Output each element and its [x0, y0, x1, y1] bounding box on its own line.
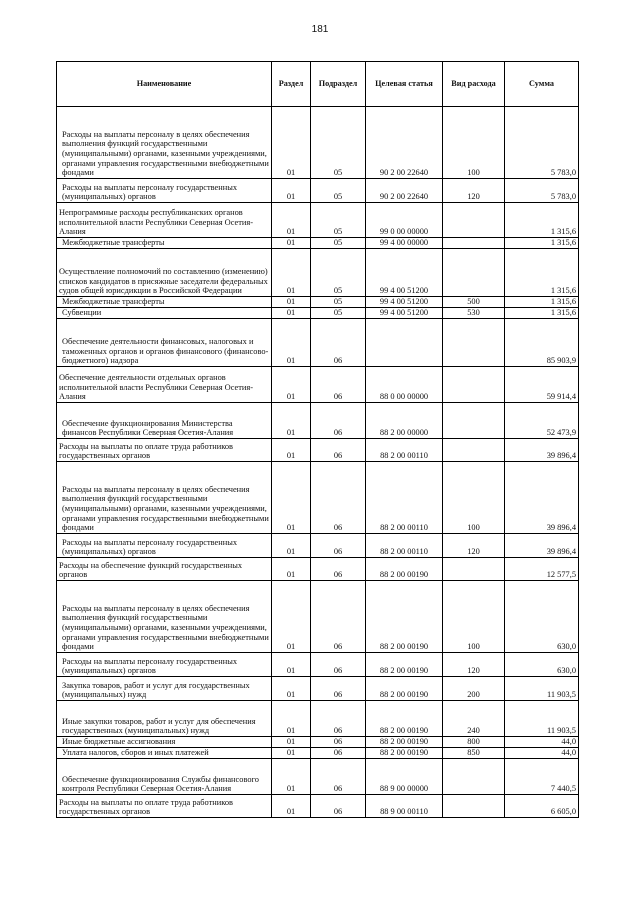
row-target: 99 4 00 51200: [366, 297, 443, 308]
row-name: Субвенции: [57, 308, 272, 319]
row-section: 01: [272, 653, 311, 677]
row-target: 88 9 00 00000: [366, 759, 443, 795]
row-name: Обеспечение деятельности финансовых, налоговых и таможенных органов и органов финансового (финансово-бюджетного) надзора: [57, 319, 272, 367]
table-row: [57, 107, 579, 179]
row-amount: 39 896,4: [505, 462, 579, 534]
row-name: Уплата налогов, сборов и иных платежей: [57, 748, 272, 759]
row-name: Иные бюджетные ассигнования: [57, 737, 272, 748]
row-target: 90 2 00 22640: [366, 107, 443, 179]
row-expense-type: 850: [443, 748, 505, 759]
row-subsection: 06: [311, 367, 366, 403]
row-amount: 52 473,9: [505, 403, 579, 439]
header-subsection: Подраздел: [311, 62, 366, 107]
row-section: 01: [272, 581, 311, 653]
row-subsection: 06: [311, 748, 366, 759]
row-subsection: 06: [311, 677, 366, 701]
row-target: 99 4 00 00000: [366, 238, 443, 249]
row-amount: 44,0: [505, 748, 579, 759]
row-expense-type: [443, 238, 505, 249]
row-target: 88 2 00 00190: [366, 581, 443, 653]
row-subsection: 05: [311, 249, 366, 297]
table-row: [57, 403, 579, 439]
row-amount: 59 914,4: [505, 367, 579, 403]
row-subsection: 05: [311, 179, 366, 203]
row-name: Обеспечение функционирования Службы финансового контроля Республики Северная Осетия-Алания: [57, 759, 272, 795]
row-expense-type: 200: [443, 677, 505, 701]
budget-table: [56, 61, 579, 818]
row-section: 01: [272, 462, 311, 534]
row-name: Иные закупки товаров, работ и услуг для обеспечения государственных (муниципальных) нужд: [57, 701, 272, 737]
row-subsection: 06: [311, 558, 366, 581]
row-name: Расходы на выплаты по оплате труда работников государственных органов: [57, 795, 272, 818]
row-subsection: 06: [311, 759, 366, 795]
row-target: 99 0 00 00000: [366, 203, 443, 238]
row-target: 88 2 00 00110: [366, 462, 443, 534]
row-section: 01: [272, 748, 311, 759]
row-name: Расходы на выплаты по оплате труда работников государственных органов: [57, 439, 272, 462]
row-expense-type: 120: [443, 179, 505, 203]
table-header: [57, 62, 579, 107]
row-amount: 1 315,6: [505, 238, 579, 249]
row-expense-type: [443, 795, 505, 818]
table-row: [57, 653, 579, 677]
row-amount: 1 315,6: [505, 297, 579, 308]
row-name: Расходы на выплаты персоналу в целях обеспечения выполнения функций государственными (муниципальными) органами, казенными учреждениями, органами управления государственными внебюджетными фондами: [57, 581, 272, 653]
row-expense-type: 800: [443, 737, 505, 748]
row-amount: 630,0: [505, 653, 579, 677]
row-name: Расходы на выплаты персоналу государственных (муниципальных) органов: [57, 653, 272, 677]
row-target: 88 2 00 00110: [366, 439, 443, 462]
row-amount: 85 903,9: [505, 319, 579, 367]
row-subsection: 05: [311, 297, 366, 308]
row-target: 88 2 00 00190: [366, 558, 443, 581]
row-target: [366, 319, 443, 367]
row-target: 88 2 00 00110: [366, 534, 443, 558]
row-section: 01: [272, 558, 311, 581]
row-subsection: 06: [311, 462, 366, 534]
row-amount: 1 315,6: [505, 203, 579, 238]
header-section: Раздел: [272, 62, 311, 107]
row-expense-type: 100: [443, 462, 505, 534]
table-row: [57, 203, 579, 238]
row-expense-type: [443, 367, 505, 403]
row-subsection: 05: [311, 203, 366, 238]
row-section: 01: [272, 403, 311, 439]
row-subsection: 06: [311, 581, 366, 653]
row-name: Закупка товаров, работ и услуг для государственных (муниципальных) нужд: [57, 677, 272, 701]
row-target: 88 2 00 00190: [366, 748, 443, 759]
row-section: 01: [272, 319, 311, 367]
row-expense-type: 530: [443, 308, 505, 319]
row-expense-type: 120: [443, 534, 505, 558]
row-subsection: 06: [311, 403, 366, 439]
row-target: 88 0 00 00000: [366, 367, 443, 403]
row-amount: 12 577,5: [505, 558, 579, 581]
row-name: Межбюджетные трансферты: [57, 238, 272, 249]
row-name: Расходы на выплаты персоналу государственных (муниципальных) органов: [57, 179, 272, 203]
row-target: 88 2 00 00000: [366, 403, 443, 439]
row-amount: 44,0: [505, 737, 579, 748]
row-section: 01: [272, 107, 311, 179]
row-expense-type: 240: [443, 701, 505, 737]
header-name: Наименование: [57, 62, 272, 107]
row-section: 01: [272, 701, 311, 737]
page-number: 181: [311, 24, 329, 35]
row-amount: 5 783,0: [505, 179, 579, 203]
row-amount: 7 440,5: [505, 759, 579, 795]
row-section: 01: [272, 677, 311, 701]
row-section: 01: [272, 238, 311, 249]
row-amount: 1 315,6: [505, 249, 579, 297]
table-row: [57, 701, 579, 737]
row-target: 88 2 00 00190: [366, 677, 443, 701]
row-expense-type: 120: [443, 653, 505, 677]
header-expense-type: Вид расхода: [443, 62, 505, 107]
row-amount: 630,0: [505, 581, 579, 653]
row-target: 88 2 00 00190: [366, 701, 443, 737]
row-section: 01: [272, 534, 311, 558]
row-target: 99 4 00 51200: [366, 249, 443, 297]
row-expense-type: [443, 558, 505, 581]
table-row: [57, 238, 579, 249]
row-subsection: 05: [311, 308, 366, 319]
row-expense-type: [443, 403, 505, 439]
row-name: Расходы на выплаты персоналу в целях обеспечения выполнения функций государственными (муниципальными) органами, казенными учреждениями, органами управления государственными внебюджетными фондами: [57, 462, 272, 534]
row-subsection: 06: [311, 737, 366, 748]
row-subsection: 06: [311, 701, 366, 737]
table-row: [57, 581, 579, 653]
row-section: 01: [272, 249, 311, 297]
row-section: 01: [272, 308, 311, 319]
row-subsection: 06: [311, 795, 366, 818]
row-name: Обеспечение функционирования Министерства финансов Республики Северная Осетия-Алания: [57, 403, 272, 439]
row-section: 01: [272, 367, 311, 403]
row-name: Расходы на выплаты персоналу государственных (муниципальных) органов: [57, 534, 272, 558]
table-row: [57, 308, 579, 319]
row-expense-type: [443, 249, 505, 297]
row-section: 01: [272, 439, 311, 462]
row-name: Расходы на обеспечение функций государственных органов: [57, 558, 272, 581]
table-row: [57, 795, 579, 818]
row-section: 01: [272, 737, 311, 748]
table-row: [57, 297, 579, 308]
row-target: 88 9 00 00110: [366, 795, 443, 818]
table-row: [57, 462, 579, 534]
row-target: 88 2 00 00190: [366, 737, 443, 748]
row-section: 01: [272, 203, 311, 238]
row-expense-type: [443, 439, 505, 462]
table-row: [57, 677, 579, 701]
row-name: Непрограммные расходы республиканских органов исполнительной власти Республики Северная Осетия-Алания: [57, 203, 272, 238]
row-amount: 11 903,5: [505, 701, 579, 737]
table-row: [57, 249, 579, 297]
row-subsection: 06: [311, 534, 366, 558]
row-target: 90 2 00 22640: [366, 179, 443, 203]
row-amount: 5 783,0: [505, 107, 579, 179]
row-target: 88 2 00 00190: [366, 653, 443, 677]
table-row: [57, 737, 579, 748]
table-row: [57, 558, 579, 581]
row-section: 01: [272, 297, 311, 308]
row-subsection: 06: [311, 653, 366, 677]
row-name: Осуществление полномочий по составлению (изменению) списков кандидатов в присяжные заседатели федеральных судов общей юрисдикции в Российской Федерации: [57, 249, 272, 297]
table-row: [57, 319, 579, 367]
row-amount: 6 605,0: [505, 795, 579, 818]
row-amount: 39 896,4: [505, 534, 579, 558]
table-row: [57, 534, 579, 558]
table-row: [57, 367, 579, 403]
table-row: [57, 748, 579, 759]
row-expense-type: [443, 759, 505, 795]
row-subsection: 06: [311, 319, 366, 367]
header-target: Целевая статья: [366, 62, 443, 107]
row-amount: 11 903,5: [505, 677, 579, 701]
table-row: [57, 439, 579, 462]
row-amount: 1 315,6: [505, 308, 579, 319]
row-amount: 39 896,4: [505, 439, 579, 462]
row-subsection: 05: [311, 238, 366, 249]
row-name: Расходы на выплаты персоналу в целях обеспечения выполнения функций государственными (муниципальными) органами, казенными учреждениями, органами управления государственными внебюджетными фондами: [57, 107, 272, 179]
row-section: 01: [272, 759, 311, 795]
row-subsection: 06: [311, 439, 366, 462]
row-target: 99 4 00 51200: [366, 308, 443, 319]
row-expense-type: 500: [443, 297, 505, 308]
row-name: Межбюджетные трансферты: [57, 297, 272, 308]
row-expense-type: [443, 203, 505, 238]
row-expense-type: [443, 319, 505, 367]
table-body: [57, 107, 579, 818]
table-row: [57, 179, 579, 203]
row-section: 01: [272, 179, 311, 203]
row-name: Обеспечение деятельности отдельных органов исполнительной власти Республики Северная Осетия-Алания: [57, 367, 272, 403]
row-expense-type: 100: [443, 107, 505, 179]
row-section: 01: [272, 795, 311, 818]
row-expense-type: 100: [443, 581, 505, 653]
row-subsection: 05: [311, 107, 366, 179]
table-row: [57, 759, 579, 795]
header-amount: Сумма: [505, 62, 579, 107]
